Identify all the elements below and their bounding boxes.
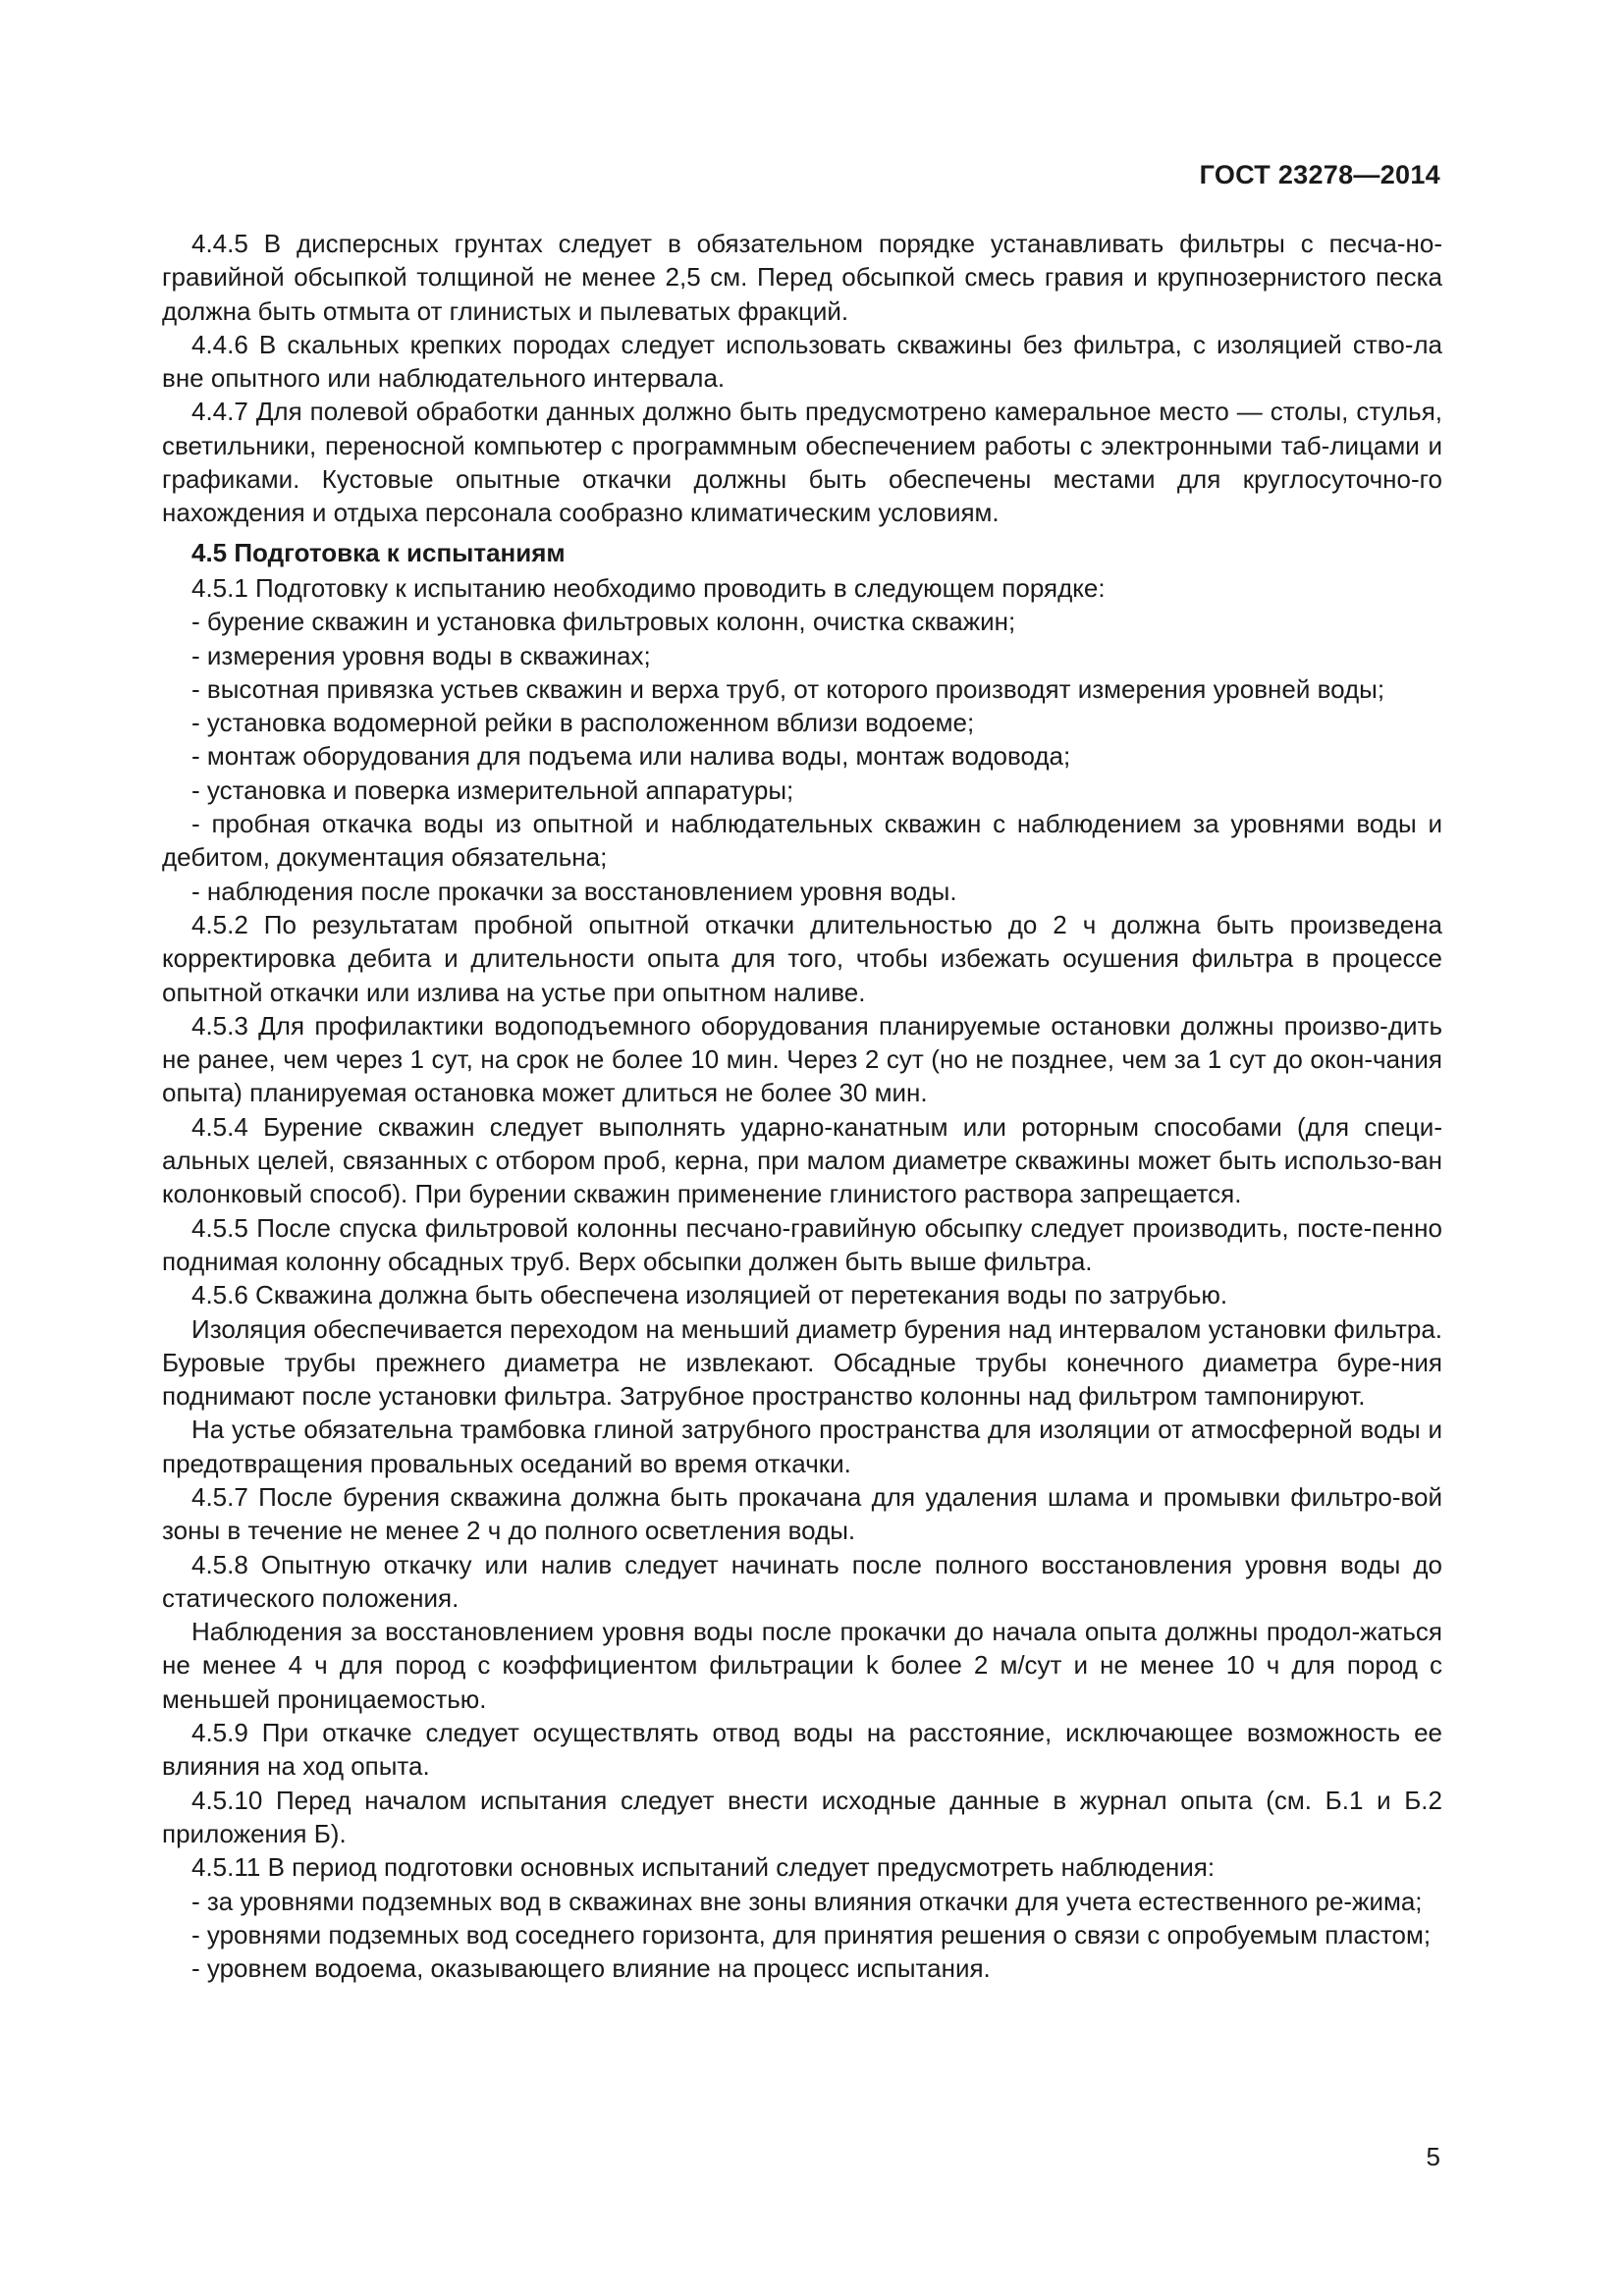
page-number: 5 <box>1426 2142 1440 2171</box>
paragraph-4-4-5: 4.4.5 В дисперсных грунтах следует в обязательном порядке устанавливать фильтры с песча-но-гравийной обсыпкой толщиной не менее 2,5 см. Перед обсыпкой смесь гравия и крупнозернистого песка должна быть отмыта от глинистых и пылеватых фракций. <box>162 229 1442 326</box>
document-body <box>162 227 1442 1985</box>
paragraph-wellhead: На устье обязательна трамбовка глиной затрубного пространства для изоляции от атмосферной воды и предотвращения провальных оседаний во время откачки. <box>162 1415 1442 1478</box>
paragraph-4-5-6: 4.5.6 Скважина должна быть обеспечена изоляцией от перетекания воды по затрубью. <box>191 1280 1228 1310</box>
list-item: - наблюдения после прокачки за восстановлением уровня воды. <box>191 876 957 906</box>
paragraph-4-4-6: 4.4.6 В скальных крепких породах следует использовать скважины без фильтра, с изоляцией ство-ла вне опытного или наблюдательного интервала. <box>162 329 1442 394</box>
list-item: - установка и поверка измерительной аппаратуры; <box>191 774 794 805</box>
paragraph-4-4-7: 4.4.7 Для полевой обработки данных должно быть предусмотрено камеральное место — столы, стулья, светильники, переносной компьютер с программным обеспечением работы с электронными таб-лицами и графиками. Кустовые опытные откачки должны быть обеспечены местами для круглосуточно-го нахождения и отдыха персонала сообразно климатическим условиям. <box>162 397 1442 528</box>
list-item: - уровнем водоема, оказывающего влияние на процесс испытания. <box>191 1953 991 1984</box>
paragraph-isolation: Изоляция обеспечивается переходом на меньший диаметр бурения над интервалом установки фильтра. Буровые трубы прежнего диаметра не извлекают. Обсадные трубы конечного диаметра буре-ния поднимают после установки фильтра. Затрубное пространство колонны над фильтром тампонируют. <box>162 1313 1442 1412</box>
list-item: - за уровнями подземных вод в скважинах вне зоны влияния откачки для учета естественного ре-жима; <box>191 1886 1423 1916</box>
list-item: - установка водомерной рейки в расположенном вблизи водоеме; <box>191 708 975 738</box>
paragraph-4-5-3: 4.5.3 Для профилактики водоподъемного оборудования планируемые остановки должны произво-дить не ранее, чем через 1 сут, на срок не более 10 мин. Через 2 сут (но не позднее, чем за 1 сут до окон-чания опыта) планируемая остановка может длиться не более 30 мин. <box>162 1010 1442 1108</box>
paragraph-4-5-2: 4.5.2 По результатам пробной опытной откачки длительностью до 2 ч должна быть произведена корректировка дебита и длительности опыта для того, чтобы избежать осушения фильтра в процессе опытной откачки или излива на устье при опытном наливе. <box>162 909 1442 1007</box>
standard-header: ГОСТ 23278—2014 <box>1199 160 1440 189</box>
section-heading-4-5: 4.5 Подготовка к испытаниям <box>191 537 566 567</box>
list-item: - пробная откачка воды из опытной и наблюдательных скважин с наблюдением за уровнями воды и дебитом, документация обязательна; <box>162 809 1442 873</box>
paragraph-4-5-8: 4.5.8 Опытную откачку или налив следует начинать после полного восстановления уровня воды до статического положения. <box>162 1549 1442 1613</box>
paragraph-4-5-4: 4.5.4 Бурение скважин следует выполнять ударно-канатным или роторным способами (для специ-альных целей, связанных с отбором проб, керна, при малом диаметре скважины может быть использо-ван колонковый способ). При бурении скважин применение глинистого раствора запрещается. <box>162 1111 1442 1209</box>
paragraph-4-5-11: 4.5.11 В период подготовки основных испытаний следует предусмотреть наблюдения: <box>191 1852 1216 1883</box>
list-item: - бурение скважин и установка фильтровых колонн, очистка скважин; <box>191 607 1016 637</box>
list-item: - уровнями подземных вод соседнего горизонта, для принятия решения о связи с опробуемым пластом; <box>191 1919 1432 1949</box>
paragraph-4-5-10: 4.5.10 Перед началом испытания следует внести исходные данные в журнал опыта (см. Б.1 и Б.2 приложения Б). <box>162 1785 1442 1848</box>
paragraph-4-5-5: 4.5.5 После спуска фильтровой колонны песчано-гравийную обсыпку следует производить, посте-пенно поднимая колонну обсадных труб. Верх обсыпки должен быть выше фильтра. <box>162 1212 1442 1276</box>
paragraph-4-5-7: 4.5.7 После бурения скважина должна быть прокачана для удаления шлама и промывки фильтро-вой зоны в течение не менее 2 ч до полного осветления воды. <box>162 1481 1442 1546</box>
paragraph-4-5-1: 4.5.1 Подготовку к испытанию необходимо проводить в следующем порядке: <box>191 572 1106 603</box>
paragraph-4-5-9: 4.5.9 При откачке следует осуществлять отвод воды на расстояние, исключающее возможность ее влияния на ход опыта. <box>162 1718 1442 1782</box>
paragraph-observations: Наблюдения за восстановлением уровня воды после прокачки до начала опыта должны продол-жаться не менее 4 ч для пород с коэффициентом фильтрации k более 2 м/сут и не менее 10 ч для пород с меньшей проницаемостью. <box>162 1617 1442 1714</box>
list-item: - монтаж оборудования для подъема или налива воды, монтаж водовода; <box>191 741 1071 772</box>
list-item: - высотная привязка устьев скважин и верха труб, от которого производят измерения уровней воды; <box>191 673 1385 704</box>
list-item: - измерения уровня воды в скважинах; <box>191 640 651 670</box>
